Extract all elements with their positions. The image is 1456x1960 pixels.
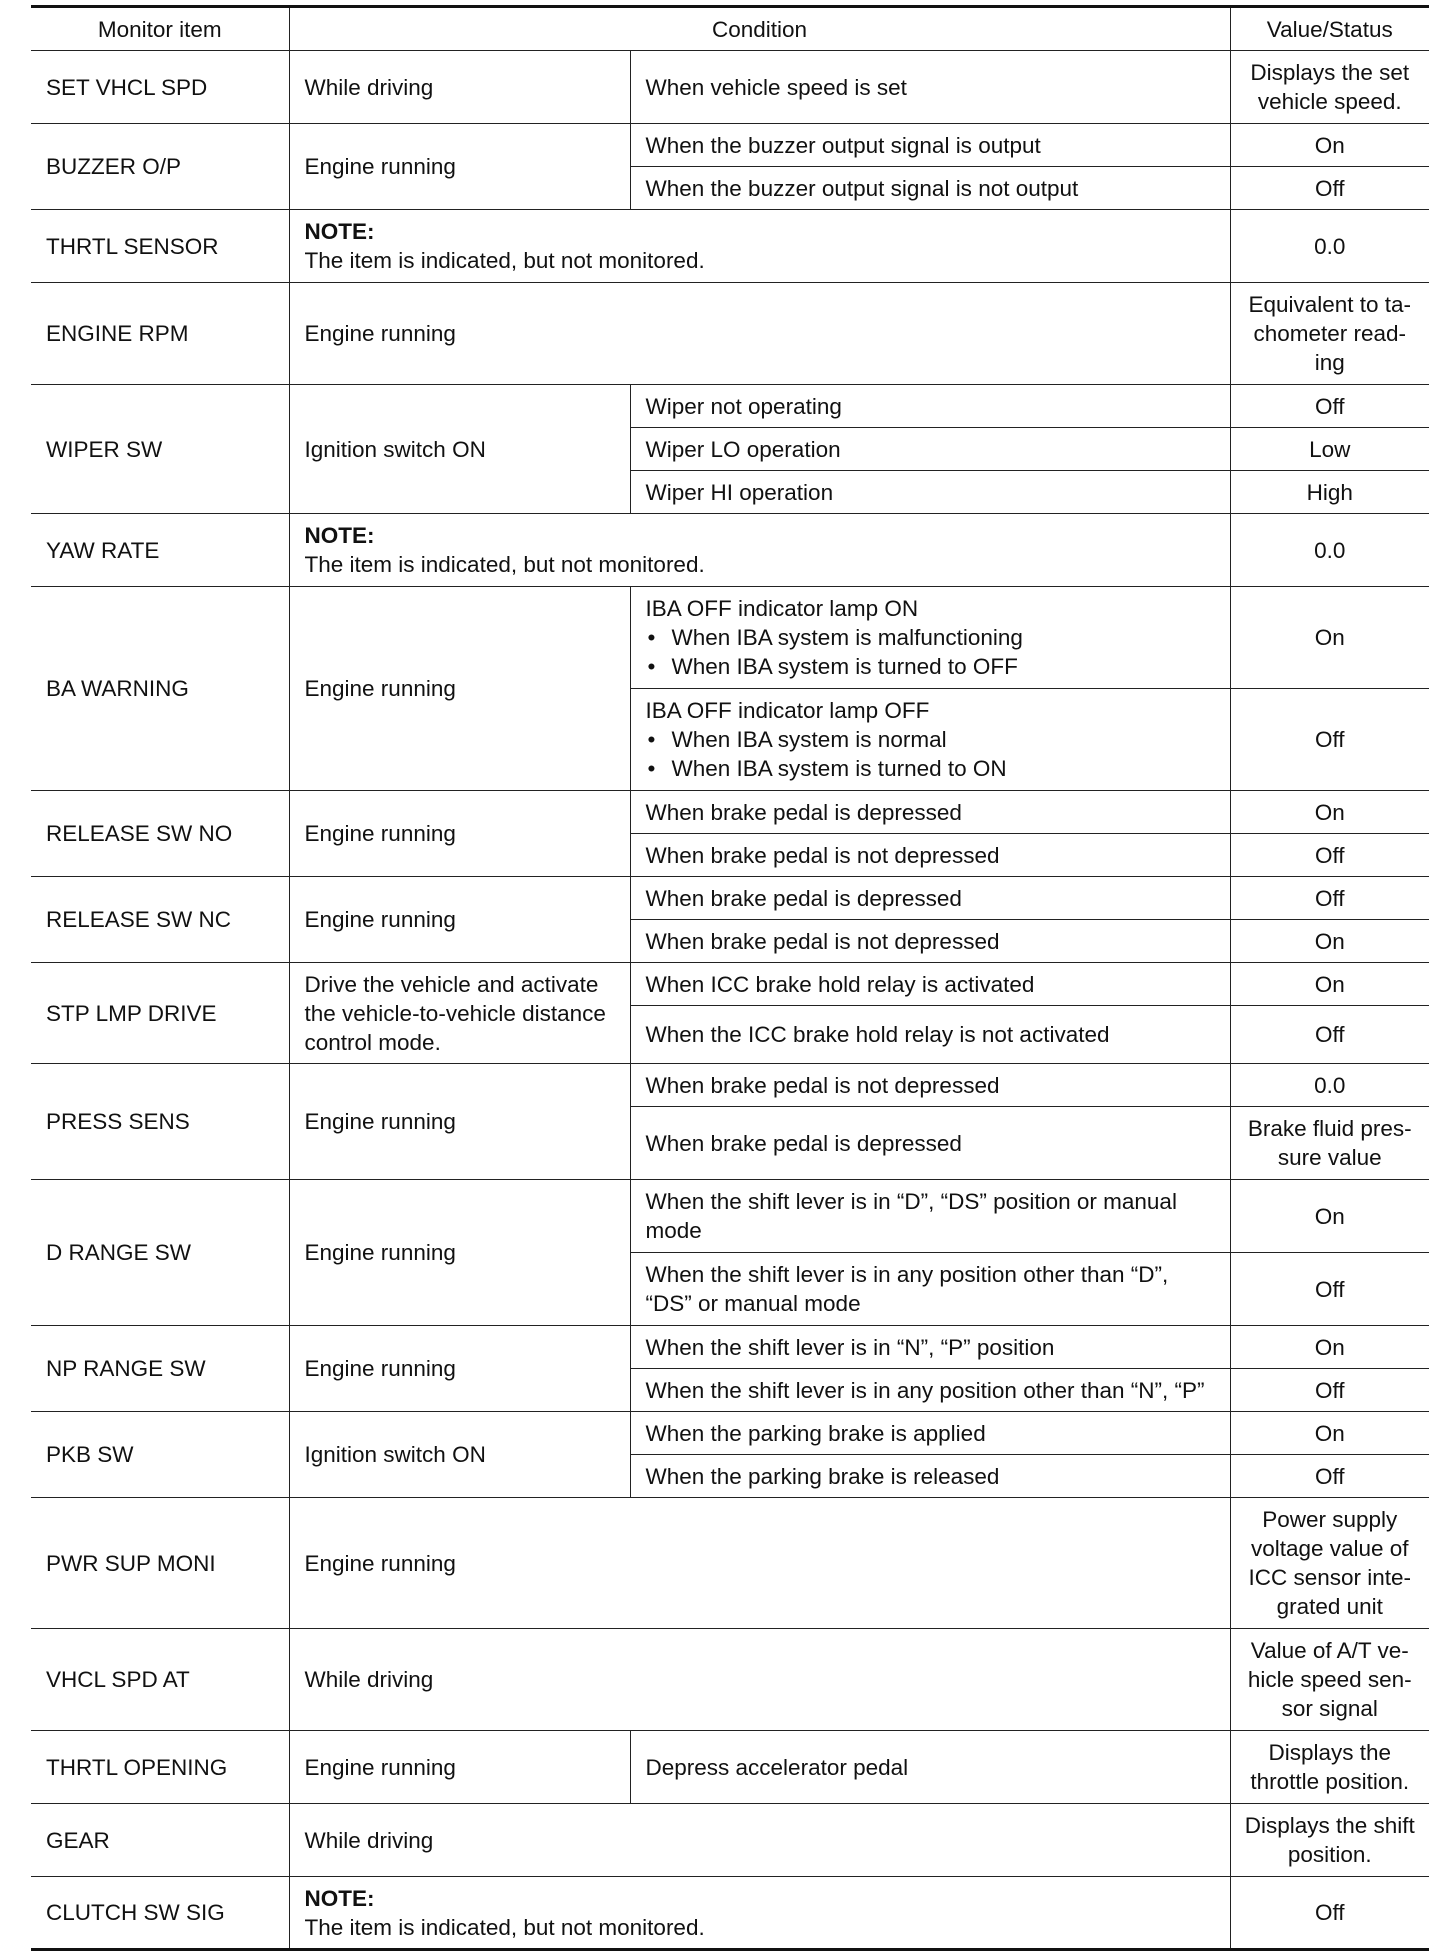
value-cell: Displays the set vehicle speed. [1230,51,1429,124]
sub-condition-cell [630,587,1230,689]
value-cell: Displays the throttle position. [1230,1731,1429,1804]
table-row [31,1180,1429,1253]
table-row [31,1498,1429,1629]
value-cell: Equivalent to ta-chometer read-ing [1230,283,1429,385]
table-row [31,1064,1429,1107]
condition-cell: Engine running [289,1498,1230,1629]
condition-cell: Engine running [289,1064,630,1180]
sub-condition-cell: When brake pedal is not depressed [630,920,1230,963]
monitor-item-cell: SET VHCL SPD [31,51,289,124]
condition-cell: Engine running [289,1326,630,1412]
value-cell: 0.0 [1230,210,1429,283]
sub-condition-cell: When brake pedal is depressed [630,877,1230,920]
bullet-item: • When IBA system is normal [646,725,1215,754]
value-cell: On [1230,1326,1429,1369]
value-cell: Displays the shift position. [1230,1804,1429,1877]
monitor-item-cell: PWR SUP MONI [31,1498,289,1629]
monitor-item-cell: BA WARNING [31,587,289,791]
value-cell: On [1230,791,1429,834]
monitor-item-cell: RELEASE SW NC [31,877,289,963]
sub-condition-cell: When the parking brake is applied [630,1412,1230,1455]
monitor-item-table [31,5,1429,1951]
value-cell: Value of A/T ve-hicle speed sen-sor signal [1230,1629,1429,1731]
value-cell: 0.0 [1230,1064,1429,1107]
value-cell: Off [1230,689,1429,791]
table-row [31,587,1429,689]
sub-condition-cell: When the parking brake is released [630,1455,1230,1498]
sub-condition-cell: When the buzzer output signal is output [630,124,1230,167]
sub-condition-cell: When brake pedal is not depressed [630,1064,1230,1107]
value-cell: Off [1230,1877,1429,1950]
value-cell: Off [1230,877,1429,920]
condition-cell: While driving [289,1804,1230,1877]
condition-cell: Drive the vehicle and activate the vehicle-to-vehicle distance control mode. [289,963,630,1064]
table-row [31,514,1429,587]
table-row [31,877,1429,920]
header-condition: Condition [289,7,1230,51]
sub-condition-cell [630,689,1230,791]
table-row [31,210,1429,283]
condition-cell: Ignition switch ON [289,385,630,514]
table-row [31,1412,1429,1455]
value-cell: Off [1230,1253,1429,1326]
condition-cell: Engine running [289,1180,630,1326]
monitor-item-cell: BUZZER O/P [31,124,289,210]
bullet-item: • When IBA system is turned to OFF [646,652,1215,681]
monitor-item-cell: THRTL SENSOR [31,210,289,283]
value-cell: On [1230,587,1429,689]
note-text: The item is indicated, but not monitored. [304,248,705,273]
table-row [31,124,1429,167]
value-cell: Off [1230,1006,1429,1064]
value-cell: Off [1230,385,1429,428]
value-cell: On [1230,920,1429,963]
monitor-item-cell: CLUTCH SW SIG [31,1877,289,1950]
table-row [31,963,1429,1006]
bullet-item: • When IBA system is malfunctioning [646,623,1215,652]
value-cell: On [1230,124,1429,167]
condition-cell: Engine running [289,1731,630,1804]
monitor-item-cell: NP RANGE SW [31,1326,289,1412]
header-value-status: Value/Status [1230,7,1429,51]
table-row [31,51,1429,124]
monitor-item-cell: D RANGE SW [31,1180,289,1326]
monitor-item-cell: GEAR [31,1804,289,1877]
sub-condition-cell: When the buzzer output signal is not output [630,167,1230,210]
note-cell [289,1877,1230,1950]
table-header-row [31,7,1429,51]
bullet-item: • When IBA system is turned to ON [646,754,1215,783]
value-cell: Off [1230,167,1429,210]
monitor-item-cell: ENGINE RPM [31,283,289,385]
sub-condition-title: IBA OFF indicator lamp OFF [645,698,930,723]
table-row [31,1731,1429,1804]
condition-cell: While driving [289,51,630,124]
condition-cell: Engine running [289,283,1230,385]
note-label: NOTE: [304,219,375,244]
value-cell: Low [1230,428,1429,471]
header-monitor-item: Monitor item [31,7,289,51]
condition-cell: While driving [289,1629,1230,1731]
sub-condition-title: IBA OFF indicator lamp ON [645,596,919,621]
monitor-item-cell: RELEASE SW NO [31,791,289,877]
sub-condition-cell: When ICC brake hold relay is activated [630,963,1230,1006]
monitor-item-cell: THRTL OPENING [31,1731,289,1804]
value-cell: On [1230,1180,1429,1253]
note-text: The item is indicated, but not monitored. [304,552,705,577]
sub-condition-cell: When the ICC brake hold relay is not activated [630,1006,1230,1064]
condition-cell: Engine running [289,877,630,963]
sub-condition-cell: When the shift lever is in any position other than “D”, “DS” or manual mode [630,1253,1230,1326]
sub-condition-cell: When the shift lever is in “N”, “P” position [630,1326,1230,1369]
sub-condition-cell: Wiper HI operation [630,471,1230,514]
value-cell: Power supply voltage value of ICC sensor inte-grated unit [1230,1498,1429,1629]
monitor-item-cell: PKB SW [31,1412,289,1498]
condition-cell: Engine running [289,587,630,791]
sub-condition-cell: When the shift lever is in any position other than “N”, “P” [630,1369,1230,1412]
sub-condition-cell: When vehicle speed is set [630,51,1230,124]
sub-condition-cell: Depress accelerator pedal [630,1731,1230,1804]
table-row [31,1877,1429,1950]
note-text: The item is indicated, but not monitored. [304,1914,705,1940]
sub-condition-cell: When the shift lever is in “D”, “DS” position or manual mode [630,1180,1230,1253]
sub-condition-cell: Wiper LO operation [630,428,1230,471]
note-label: NOTE: [304,523,375,548]
value-cell: On [1230,1412,1429,1455]
value-cell: 0.0 [1230,514,1429,587]
table-row [31,1804,1429,1877]
condition-cell: Engine running [289,124,630,210]
table-row [31,1326,1429,1369]
value-cell: On [1230,963,1429,1006]
monitor-item-cell: VHCL SPD AT [31,1629,289,1731]
monitor-item-cell: STP LMP DRIVE [31,963,289,1064]
monitor-item-cell: WIPER SW [31,385,289,514]
table-row [31,283,1429,385]
sub-condition-cell: When brake pedal is depressed [630,791,1230,834]
value-cell: Brake fluid pres-sure value [1230,1107,1429,1180]
table-row [31,1629,1429,1731]
note-cell [289,210,1230,283]
monitor-item-cell: YAW RATE [31,514,289,587]
note-cell [289,514,1230,587]
value-cell: Off [1230,834,1429,877]
value-cell: Off [1230,1369,1429,1412]
sub-condition-cell: When brake pedal is not depressed [630,834,1230,877]
condition-cell: Ignition switch ON [289,1412,630,1498]
table-row [31,385,1429,428]
table-row [31,791,1429,834]
sub-condition-cell: Wiper not operating [630,385,1230,428]
monitor-item-cell: PRESS SENS [31,1064,289,1180]
note-label: NOTE: [304,1885,375,1911]
sub-condition-cell: When brake pedal is depressed [630,1107,1230,1180]
value-cell: High [1230,471,1429,514]
condition-cell: Engine running [289,791,630,877]
value-cell: Off [1230,1455,1429,1498]
